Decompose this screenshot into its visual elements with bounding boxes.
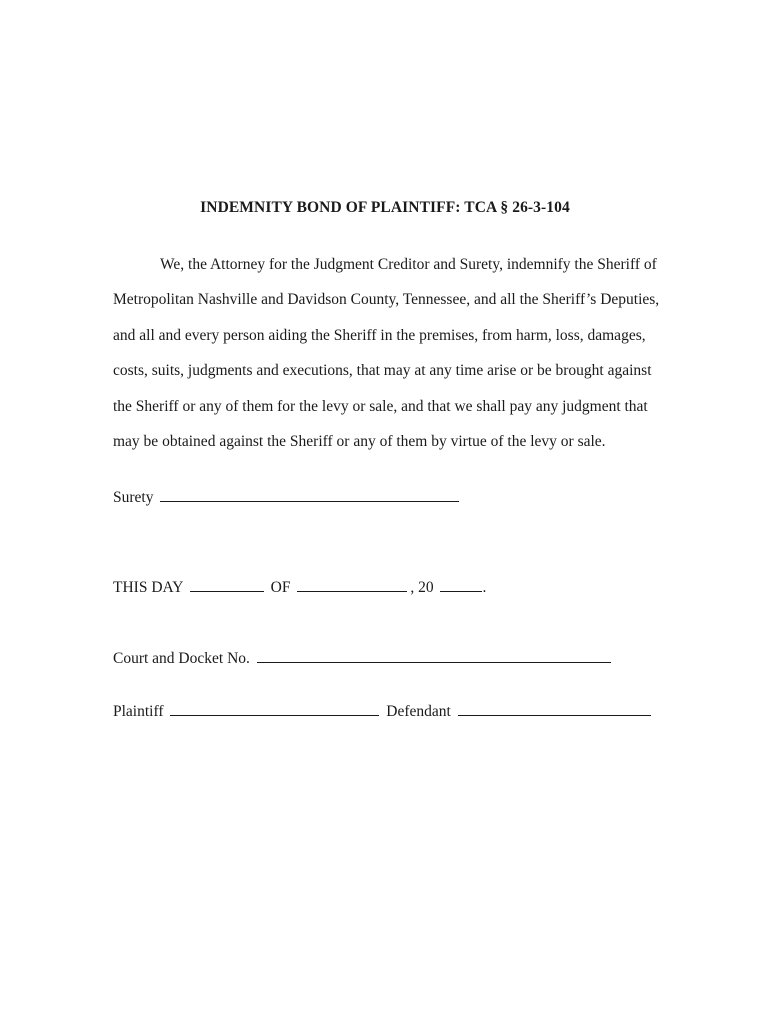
year-prefix: , 20 bbox=[410, 579, 434, 596]
document-title: INDEMNITY BOND OF PLAINTIFF: TCA § 26-3-104 bbox=[200, 199, 570, 216]
this-day-label: THIS DAY bbox=[113, 579, 183, 596]
plaintiff-field[interactable] bbox=[170, 701, 379, 716]
body-line-1: We, the Attorney for the Judgment Creditor and Surety, indemnify the Sheriff of bbox=[160, 256, 657, 273]
body-line-3: and all and every person aiding the Sheriff in the premises, from harm, loss, damages, bbox=[113, 327, 646, 344]
surety-field[interactable] bbox=[160, 487, 459, 502]
parties-row bbox=[113, 701, 654, 721]
defendant-label: Defendant bbox=[386, 703, 451, 720]
surety-row bbox=[113, 487, 462, 507]
date-row bbox=[113, 577, 486, 597]
plaintiff-label: Plaintiff bbox=[113, 703, 164, 720]
body-line-5: the Sheriff or any of them for the levy or sale, and that we shall pay any judgment that bbox=[113, 398, 648, 415]
defendant-field[interactable] bbox=[458, 701, 651, 716]
body-line-2: Metropolitan Nashville and Davidson County, Tennessee, and all the Sheriff’s Deputies, bbox=[113, 291, 660, 308]
court-docket-row bbox=[113, 648, 614, 668]
surety-label: Surety bbox=[113, 489, 154, 506]
year-suffix: . bbox=[482, 579, 487, 596]
court-docket-field[interactable] bbox=[257, 648, 611, 663]
month-field[interactable] bbox=[297, 577, 407, 592]
of-label: OF bbox=[270, 579, 291, 596]
court-docket-label: Court and Docket No. bbox=[113, 650, 250, 667]
body-line-4: costs, suits, judgments and executions, that may at any time arise or be brought against bbox=[113, 362, 652, 379]
year-field[interactable] bbox=[440, 577, 482, 592]
body-line-6: may be obtained against the Sheriff or any of them by virtue of the levy or sale. bbox=[113, 433, 606, 450]
day-field[interactable] bbox=[190, 577, 264, 592]
